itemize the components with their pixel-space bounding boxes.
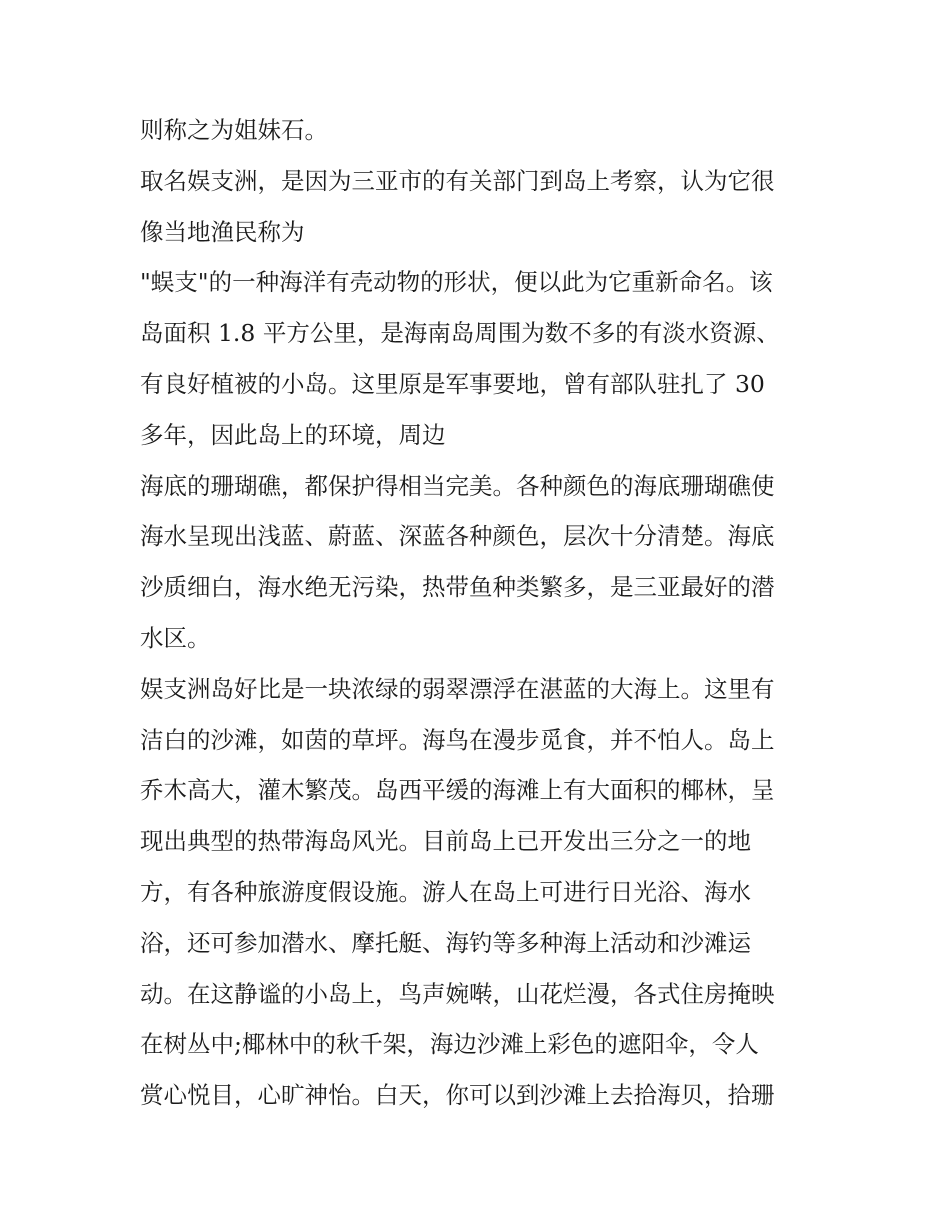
text-line: 取名娱支洲，是因为三亚市的有关部门到岛上考察，认为它很 [140,166,775,195]
text-line: 则称之为姐妹石。 [140,116,328,144]
text-line: 现出典型的热带海岛风光。目前岛上已开发出三分之一的地 [140,827,751,856]
text-line: 海底的珊瑚礁，都保护得相当完美。各种颜色的海底珊瑚礁使 [140,471,775,500]
text-line: 赏心悦目，心旷神怡。白天，你可以到沙滩上去拾海贝，拾珊 [140,1081,775,1110]
text-line: 水区。 [140,623,211,652]
text-line: 多年，因此岛上的环境，周边 [140,420,446,449]
text-line: 浴，还可参加潜水、摩托艇、海钓等多种海上活动和沙滩运 [140,928,751,957]
text-line: "蜈支"的一种海洋有壳动物的形状，便以此为它重新命名。该 [140,268,773,297]
text-line: 在树丛中;椰林中的秋千架，海边沙滩上彩色的遮阳伞，令人 [140,1030,759,1059]
text-line: 娱支洲岛好比是一块浓绿的弱翠漂浮在湛蓝的大海上。这里有 [140,674,775,703]
text-line: 方，有各种旅游度假设施。游人在岛上可进行日光浴、海水 [140,877,751,906]
text-line: 有良好植被的小岛。这里原是军事要地，曾有部队驻扎了 30 [140,369,765,398]
text-line: 海水呈现出浅蓝、蔚蓝、深蓝各种颜色，层次十分清楚。海底 [140,522,775,551]
text-line: 洁白的沙滩，如茵的草坪。海鸟在漫步觅食，并不怕人。岛上 [140,725,775,754]
text-line: 沙质细白，海水绝无污染，热带鱼种类繁多，是三亚最好的潜 [140,573,775,602]
text-line: 动。在这静谧的小岛上，鸟声婉啭，山花烂漫，各式住房掩映 [140,979,775,1008]
body-text [140,105,820,1121]
text-line: 像当地渔民称为 [140,217,305,246]
text-line: 岛面积 1.8 平方公里，是海南岛周围为数不多的有淡水资源、 [140,319,780,348]
text-line: 乔木高大，灌木繁茂。岛西平缓的海滩上有大面积的椰林，呈 [140,776,775,805]
